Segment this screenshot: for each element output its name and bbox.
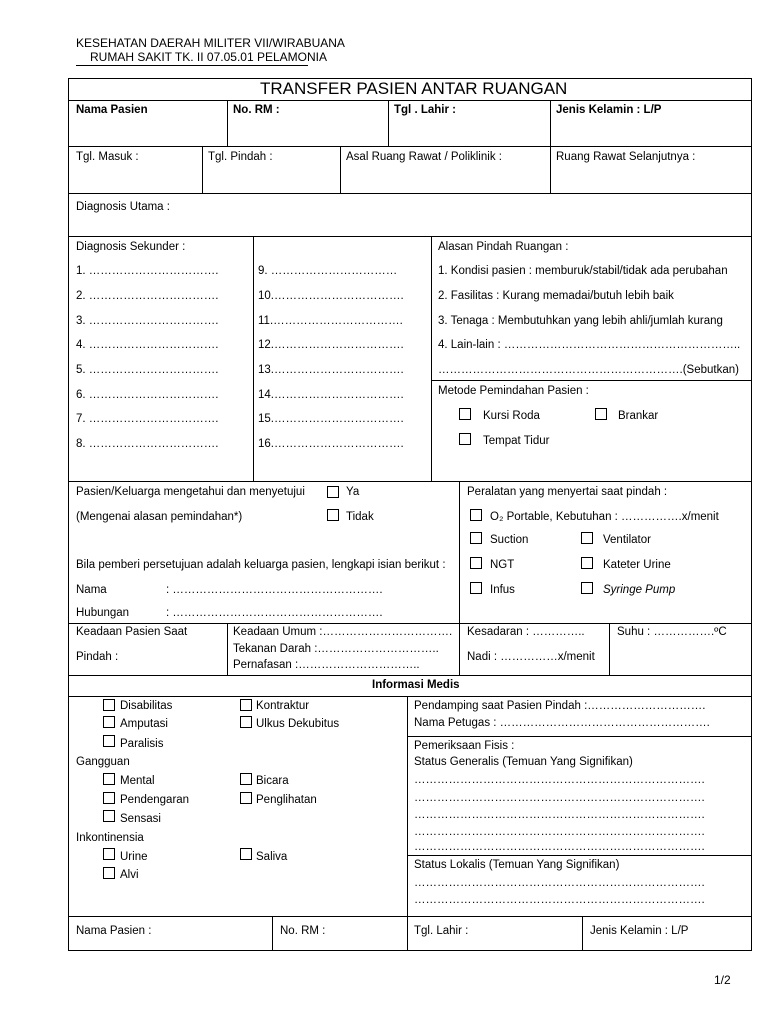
divider — [202, 146, 203, 193]
diagnosis-line: 4. ……………………………. — [76, 339, 219, 351]
reason-item: 3. Tenaga : Membutuhkan yang lebih ahli/jumlah kurang — [438, 315, 723, 327]
diagnosis-line: 14.……………………………. — [258, 389, 404, 401]
form-title: TRANSFER PASIEN ANTAR RUANGAN — [260, 79, 568, 98]
consent-note: (Mengenai alasan pemindahan*) — [76, 511, 243, 523]
diagnosis-line: 1. ……………………………. — [76, 265, 219, 277]
diagnosis-line: 9. …………………………… — [258, 265, 398, 277]
local-status-line[interactable]: …………………………………………………………………. — [414, 894, 705, 906]
alvi-checkbox[interactable] — [103, 867, 115, 879]
divider — [68, 100, 752, 101]
consent-yes-checkbox[interactable] — [327, 486, 339, 498]
ventilator-label: Ventilator — [603, 534, 651, 546]
admission-date-label: Tgl. Masuk : — [76, 151, 139, 163]
divider — [68, 696, 752, 697]
paralysis-label: Paralisis — [120, 738, 164, 750]
relationship-label: Hubungan — [76, 607, 130, 619]
diagnosis-line: 3. ……………………………. — [76, 315, 219, 327]
relationship-field[interactable]: : ………………………………………………. — [166, 607, 383, 619]
divider — [459, 481, 460, 623]
divider — [68, 481, 752, 482]
divider — [68, 623, 752, 624]
condition-label-2: Pindah : — [76, 651, 119, 663]
reason-item: 4. Lain-lain : …………………………………………………….. — [438, 339, 741, 351]
diagnosis-line: 8. ……………………………. — [76, 438, 219, 450]
paralysis-checkbox[interactable] — [103, 735, 115, 747]
medical-info-heading: Informasi Medis — [372, 679, 460, 691]
condition-label: Keadaan Pasien Saat — [76, 626, 188, 638]
diagnosis-line: 13.……………………………. — [258, 364, 404, 376]
urine-label: Urine — [120, 851, 148, 863]
physical-exam-label: Pemeriksaan Fisis : — [414, 740, 515, 752]
syringe-pump-checkbox[interactable] — [581, 582, 593, 594]
urine-catheter-label: Kateter Urine — [603, 559, 671, 571]
family-name-field[interactable]: : ………………………………………………. — [166, 584, 383, 596]
saliva-label: Saliva — [256, 851, 288, 863]
equipment-label: Peralatan yang menyertai saat pindah : — [467, 486, 668, 498]
disorders-label: Gangguan — [76, 756, 130, 768]
syringe-pump-label: Syringe Pump — [603, 584, 676, 596]
footer-patient-name: Nama Pasien : — [76, 925, 152, 937]
footer-dob: Tgl. Lahir : — [414, 925, 469, 937]
vision-checkbox[interactable] — [240, 792, 252, 804]
urine-catheter-checkbox[interactable] — [581, 557, 593, 569]
reason-item: 2. Fasilitas : Kurang memadai/butuh lebih baik — [438, 290, 674, 302]
diagnosis-line: 10.……………………………. — [258, 290, 404, 302]
divider — [550, 146, 551, 193]
origin-ward-label: Asal Ruang Rawat / Poliklinik : — [346, 151, 502, 163]
divider — [582, 916, 583, 951]
ventilator-checkbox[interactable] — [581, 532, 593, 544]
divider — [253, 236, 254, 481]
rm-label: No. RM : — [233, 104, 280, 116]
infusion-label: Infus — [490, 584, 515, 596]
divider — [340, 146, 341, 193]
amputation-label: Amputasi — [120, 718, 168, 730]
contracture-checkbox[interactable] — [240, 699, 252, 711]
divider — [459, 623, 460, 675]
incontinence-label: Inkontinensia — [76, 832, 144, 844]
footer-rm: No. RM : — [280, 925, 326, 937]
sensation-label: Sensasi — [120, 813, 161, 825]
wheelchair-label: Kursi Roda — [483, 410, 540, 422]
ngt-checkbox[interactable] — [470, 557, 482, 569]
divider — [272, 916, 273, 951]
decubitus-ulcer-checkbox[interactable] — [240, 716, 252, 728]
diagnosis-line: 16.……………………………. — [258, 438, 404, 450]
footer-gender: Jenis Kelamin : L/P — [590, 925, 689, 937]
diagnosis-line: 15.……………………………. — [258, 413, 404, 425]
family-name-label: Nama — [76, 584, 107, 596]
reason-item: 1. Kondisi pasien : memburuk/stabil/tidak ada perubahan — [438, 265, 728, 277]
local-status-line[interactable]: …………………………………………………………………. — [414, 877, 705, 889]
consent-label: Pasien/Keluarga mengetahui dan menyetujui — [76, 486, 305, 498]
reason-specify: ……………………………………………………….(Sebutkan) — [438, 364, 739, 376]
diagnosis-line: 12.……………………………. — [258, 339, 404, 351]
blood-pressure-field[interactable]: Tekanan Darah :………………………….. — [233, 643, 439, 655]
transfer-method-label: Metode Pemindahan Pasien : — [438, 385, 589, 397]
general-status-line[interactable]: …………………………………………………………………. — [414, 792, 705, 804]
hearing-checkbox[interactable] — [103, 792, 115, 804]
divider — [407, 696, 408, 916]
disability-label: Disabilitas — [120, 700, 173, 712]
general-status-line[interactable]: …………………………………………………………………. — [414, 826, 705, 838]
infusion-checkbox[interactable] — [470, 582, 482, 594]
general-status-line[interactable]: …………………………………………………………………. — [414, 774, 705, 786]
diagnosis-line: 7. ……………………………. — [76, 413, 219, 425]
diagnosis-line: 5. ……………………………. — [76, 364, 219, 376]
escort-field[interactable]: Pendamping saat Pasien Pindah :…………………………. — [414, 700, 706, 712]
divider — [609, 623, 610, 675]
consent-yes-label: Ya — [346, 486, 360, 498]
temperature-field[interactable]: Suhu : …………….ºC — [617, 626, 727, 638]
bed-checkbox[interactable] — [459, 433, 471, 445]
respiration-field[interactable]: Pernafasan :………………………….. — [233, 659, 420, 671]
divider — [227, 623, 228, 675]
divider — [68, 675, 752, 676]
local-status-label: Status Lokalis (Temuan Yang Signifikan) — [414, 859, 620, 871]
general-condition-field[interactable]: Keadaan Umum :……………………………. — [233, 626, 453, 638]
divider — [407, 736, 752, 737]
diagnosis-line: 2. ……………………………. — [76, 290, 219, 302]
transfer-reason-label: Alasan Pindah Ruangan : — [438, 241, 569, 253]
amputation-checkbox[interactable] — [103, 716, 115, 728]
consent-no-checkbox[interactable] — [327, 509, 339, 521]
suction-checkbox[interactable] — [470, 532, 482, 544]
saliva-checkbox[interactable] — [240, 848, 252, 860]
stretcher-label: Brankar — [618, 410, 659, 422]
vision-label: Penglihatan — [256, 794, 317, 806]
divider — [431, 236, 432, 481]
transfer-date-label: Tgl. Pindah : — [208, 151, 273, 163]
oxygen-label: O₂ Portable, Kebutuhan : …………….x/menit — [490, 511, 719, 523]
header-underline — [76, 65, 308, 66]
org-name: KESEHATAN DAERAH MILITER VII/WIRABUANA — [76, 36, 345, 50]
secondary-diagnosis-label: Diagnosis Sekunder : — [76, 241, 186, 253]
divider — [550, 100, 551, 146]
stretcher-checkbox[interactable] — [595, 408, 607, 420]
officer-name-field[interactable]: Nama Petugas : ………………………………………………. — [414, 717, 710, 729]
gender-label: Jenis Kelamin : L/P — [556, 104, 662, 116]
dob-label: Tgl . Lahir : — [394, 104, 456, 116]
divider — [388, 100, 389, 146]
page-number: 1/2 — [714, 973, 731, 987]
urine-checkbox[interactable] — [103, 848, 115, 860]
general-status-line[interactable]: …………………………………………………………………. — [414, 809, 705, 821]
suction-label: Suction — [490, 534, 529, 546]
contracture-label: Kontraktur — [256, 700, 310, 712]
patient-name-label: Nama Pasien — [76, 104, 148, 116]
diagnosis-line: 11.……………………………. — [258, 315, 403, 327]
bed-label: Tempat Tidur — [483, 435, 550, 447]
divider — [68, 193, 752, 194]
divider — [407, 916, 408, 951]
disability-checkbox[interactable] — [103, 699, 115, 711]
divider — [227, 100, 228, 146]
consent-no-label: Tidak — [346, 511, 374, 523]
speech-checkbox[interactable] — [240, 773, 252, 785]
divider — [68, 916, 752, 917]
family-consent-note: Bila pemberi persetujuan adalah keluarga pasien, lengkapi isian berikut : — [76, 559, 446, 571]
speech-label: Bicara — [256, 775, 289, 787]
divider — [68, 236, 752, 237]
mental-checkbox[interactable] — [103, 773, 115, 785]
main-diagnosis-label: Diagnosis Utama : — [76, 201, 170, 213]
general-status-label: Status Generalis (Temuan Yang Signifikan) — [414, 756, 633, 768]
consciousness-field[interactable]: Kesadaran : ………….. — [467, 626, 585, 638]
hearing-label: Pendengaran — [120, 794, 190, 806]
divider — [431, 380, 752, 381]
next-ward-label: Ruang Rawat Selanjutnya : — [556, 151, 696, 163]
alvi-label: Alvi — [120, 869, 139, 881]
sensation-checkbox[interactable] — [103, 810, 115, 822]
decubitus-ulcer-label: Ulkus Dekubitus — [256, 718, 340, 730]
mental-label: Mental — [120, 775, 155, 787]
oxygen-checkbox[interactable] — [470, 509, 482, 521]
divider — [68, 146, 752, 147]
wheelchair-checkbox[interactable] — [459, 408, 471, 420]
divider — [407, 855, 752, 856]
general-status-line[interactable]: …………………………………………………………………. — [414, 841, 705, 853]
diagnosis-line: 6. ……………………………. — [76, 389, 219, 401]
hospital-name: RUMAH SAKIT TK. II 07.05.01 PELAMONIA — [90, 50, 327, 64]
ngt-label: NGT — [490, 559, 515, 571]
pulse-field[interactable]: Nadi : ……………x/menit — [467, 651, 595, 663]
